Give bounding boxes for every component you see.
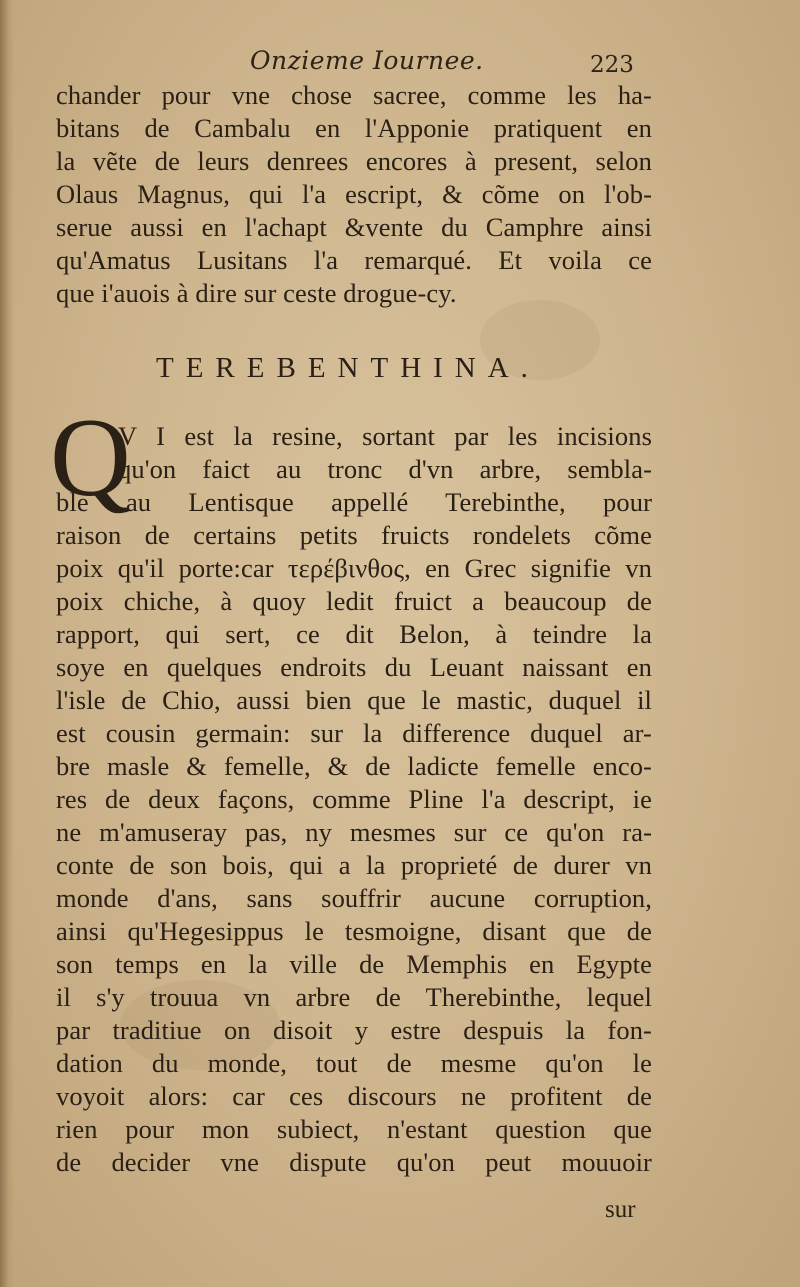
text-line: dation du monde, tout de mesme qu'on le [56, 1048, 652, 1078]
page-number: 223 [590, 52, 634, 78]
text-line: que i'auois à dire sur ceste drogue-cy. [56, 278, 457, 308]
text-line: la vẽte de leurs denrees encores à present, selon [56, 146, 652, 176]
page-binding-edge [0, 0, 14, 1287]
text-line: V I est la resine, sortant par les incisions [118, 421, 652, 451]
text-line: ne m'amuseray pas, ny mesmes sur ce qu'on ra- [56, 817, 652, 847]
text-line: poix chiche, à quoy ledit fruict a beaucoup de [56, 586, 652, 616]
text-line: conte de son bois, qui a la proprieté de durer vn [56, 850, 652, 880]
text-line: bitans de Cambalu en l'Apponie pratiquent en [56, 113, 652, 143]
text-line: bre masle & femelle, & de ladicte femelle enco- [56, 751, 652, 781]
text-line: ble au Lentisque appellé Terebinthe, pour [56, 487, 652, 517]
text-line: par traditiue on disoit y estre despuis la fon- [56, 1015, 652, 1045]
text-line: qu'Amatus Lusitans l'a remarqué. Et voila ce [56, 245, 652, 275]
text-line: raison de certains petits fruicts rondelets cõme [56, 520, 652, 550]
text-line: de decider vne dispute qu'on peut mouuoir [56, 1147, 652, 1177]
text-line: voyoit alors: car ces discours ne profitent de [56, 1081, 652, 1111]
text-line: l'isle de Chio, aussi bien que le mastic, duquel il [56, 685, 652, 715]
drop-cap: Q [50, 396, 131, 520]
text-line: serue aussi en l'achapt &vente du Camphre ainsi [56, 212, 652, 242]
text-line: il s'y trouua vn arbre de Therebinthe, lequel [56, 982, 652, 1012]
running-title: Onzieme Iournee. [250, 46, 484, 75]
paragraph-continuation [56, 79, 652, 310]
paragraph-terebenthina [56, 420, 652, 1179]
section-heading: TEREBENTHINA. [156, 352, 540, 384]
text-line: soye en quelques endroits du Leuant naissant en [56, 652, 652, 682]
text-line: poix qu'il porte:car τερέβινθος, en Grec signifie vn [56, 553, 652, 583]
text-line: res de deux façons, comme Pline l'a descript, ie [56, 784, 652, 814]
text-line: Olaus Magnus, qui l'a escript, & cõme on l'ob- [56, 179, 652, 209]
text-line: rapport, qui sert, ce dit Belon, à teindre la [56, 619, 652, 649]
catchword: sur [605, 1196, 636, 1223]
text-line: chander pour vne chose sacree, comme les ha- [56, 80, 652, 110]
text-line: monde d'ans, sans souffrir aucune corruption, [56, 883, 652, 913]
text-line: qu'on faict au tronc d'vn arbre, sembla- [118, 454, 652, 484]
text-line: est cousin germain: sur la difference duquel ar- [56, 718, 652, 748]
text-line: son temps en la ville de Memphis en Egypte [56, 949, 652, 979]
text-line: ainsi qu'Hegesippus le tesmoigne, disant que de [56, 916, 652, 946]
text-line: rien pour mon subiect, n'estant question que [56, 1114, 652, 1144]
